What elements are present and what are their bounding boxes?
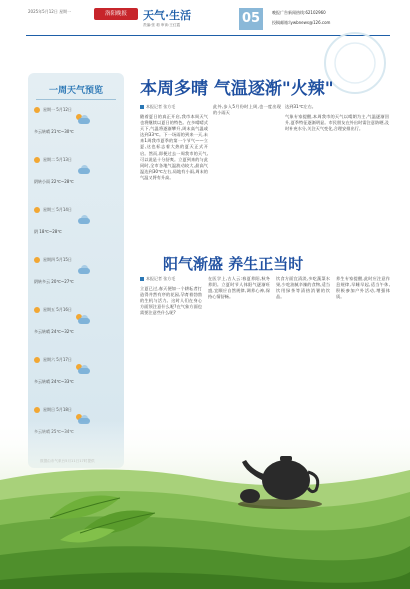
forecast-weather: 多云转晴 24℃~33℃ (34, 379, 74, 384)
article2-column: 饮食方面宜清淡,多吃蔬菜水果,少吃油腻辛辣的食物,适当饮用绿茶等清热消暑的饮品。 (276, 276, 330, 300)
forecast-date: 星期二 5月13日 (34, 155, 118, 164)
sun-icon (34, 157, 40, 163)
cloud-icon (76, 214, 92, 225)
article2-byline: 本报记者 张方毛 (140, 276, 175, 282)
article1-headline: 本周多晴 气温逐渐"火辣" (140, 79, 334, 99)
forecast-day (34, 305, 118, 345)
forecast-date: 星期日 5月18日 (34, 405, 118, 414)
forecast-weather: 多云转晴 21℃~30℃ (34, 129, 74, 134)
article1-column: 随着夏日的真正开启,我市本周天气也将继续以夏日的特色。在多晴晴式天下,气温将逐渐攀升,周末高气温或达到33℃。下一场雨的到来一天,未来1周我市夏季的第一个节气——立夏,这也标志着大热的夏天正式开启。然而,即便过去一周我市的天气,可以说是十分舒爽。立夏到来的与此同时,全市各地气温波动较大,最高气温达到30℃左右,局地有小雨,周末的气温又将有升高。 (140, 114, 208, 180)
forecast-day (34, 205, 118, 245)
forecast-date: 星期三 5月14日 (34, 205, 118, 214)
cloud-sun-icon (76, 114, 92, 125)
sun-icon (34, 207, 40, 213)
forecast-title: 一周天气预览 (48, 86, 103, 96)
sun-icon (34, 107, 40, 113)
forecast-date: 星期一 5月12日 (34, 105, 118, 114)
forecast-day (34, 155, 118, 195)
forecast-weather: 阴 18℃~28℃ (34, 229, 62, 234)
cloud-rain-icon (76, 164, 92, 175)
section-editors: 责编:张 莉 审读:王红霞 (143, 23, 181, 27)
forecast-weather: 阴转多云 20℃~27℃ (34, 279, 74, 284)
sun-icon (34, 307, 40, 313)
newspaper-logo: 洛阳晚报 (94, 8, 138, 20)
email-text: 投稿邮箱:lywbnews@126.com (272, 20, 331, 25)
sun-icon (34, 407, 40, 413)
forecast-day (34, 105, 118, 145)
forecast-weather: 多云转晴 24℃~32℃ (34, 329, 74, 334)
article2-column: 立夏已过,春天便如一个耕耘者打造得井然有序的花园,孕育着勃勃的生机与活力。这时人们在身心方面须注意什么呢?在气象方面也需要注意些什么呢? (140, 286, 202, 316)
forecast-divider (36, 99, 116, 100)
hotline-text: 晚报广告新闻热线:62102960 (272, 10, 326, 15)
weekly-forecast-panel (28, 73, 124, 468)
section-title: 天气·生活 (143, 9, 192, 22)
page-number: 05 (239, 8, 263, 30)
teapot-icon (236, 438, 324, 510)
sun-icon (34, 357, 40, 363)
tea-leaves-icon (40, 478, 164, 548)
forecast-date: 星期五 5月16日 (34, 305, 118, 314)
article1-column: 达到31℃左右。 (285, 104, 316, 109)
article2-column: 在医学上,古人云:春夏养阳,秋冬养阴。立夏时节人体阳气逐渐旺盛,宜顺应自然规律,调养心神,保持心情舒畅。 (208, 276, 270, 300)
article1-column: 此外,步入5月份时上周,也一度出现的小雨天 (213, 104, 281, 116)
forecast-weather: 阴转小雨 22℃~28℃ (34, 179, 74, 184)
article2-headline: 阳气渐盛 养生正当时 (163, 255, 304, 273)
article1-column: 气象专家提醒,本周我市的天气以晴朗为主,气温逐渐回升,夏季特征逐渐明显。市民朋友在外出时需注意防晒,及时补充水分,关注天气变化,合理安排出行。 (285, 114, 389, 132)
issue-date: 2025年5月12日 星期一 (28, 9, 72, 14)
cloud-sun-icon (76, 364, 92, 375)
forecast-date: 星期四 5月15日 (34, 255, 118, 264)
forecast-day (34, 355, 118, 395)
forecast-date: 星期六 5月17日 (34, 355, 118, 364)
article2-column: 养生专家提醒,此时应注意作息规律,早睡早起,适当午休,积极参加户外活动,增强体质。 (336, 276, 390, 300)
sun-icon (34, 257, 40, 263)
cloud-sun-icon (76, 314, 92, 325)
forecast-day (34, 255, 118, 295)
article1-byline: 本报记者 张方毛 (140, 104, 175, 110)
cloud-icon (76, 264, 92, 275)
